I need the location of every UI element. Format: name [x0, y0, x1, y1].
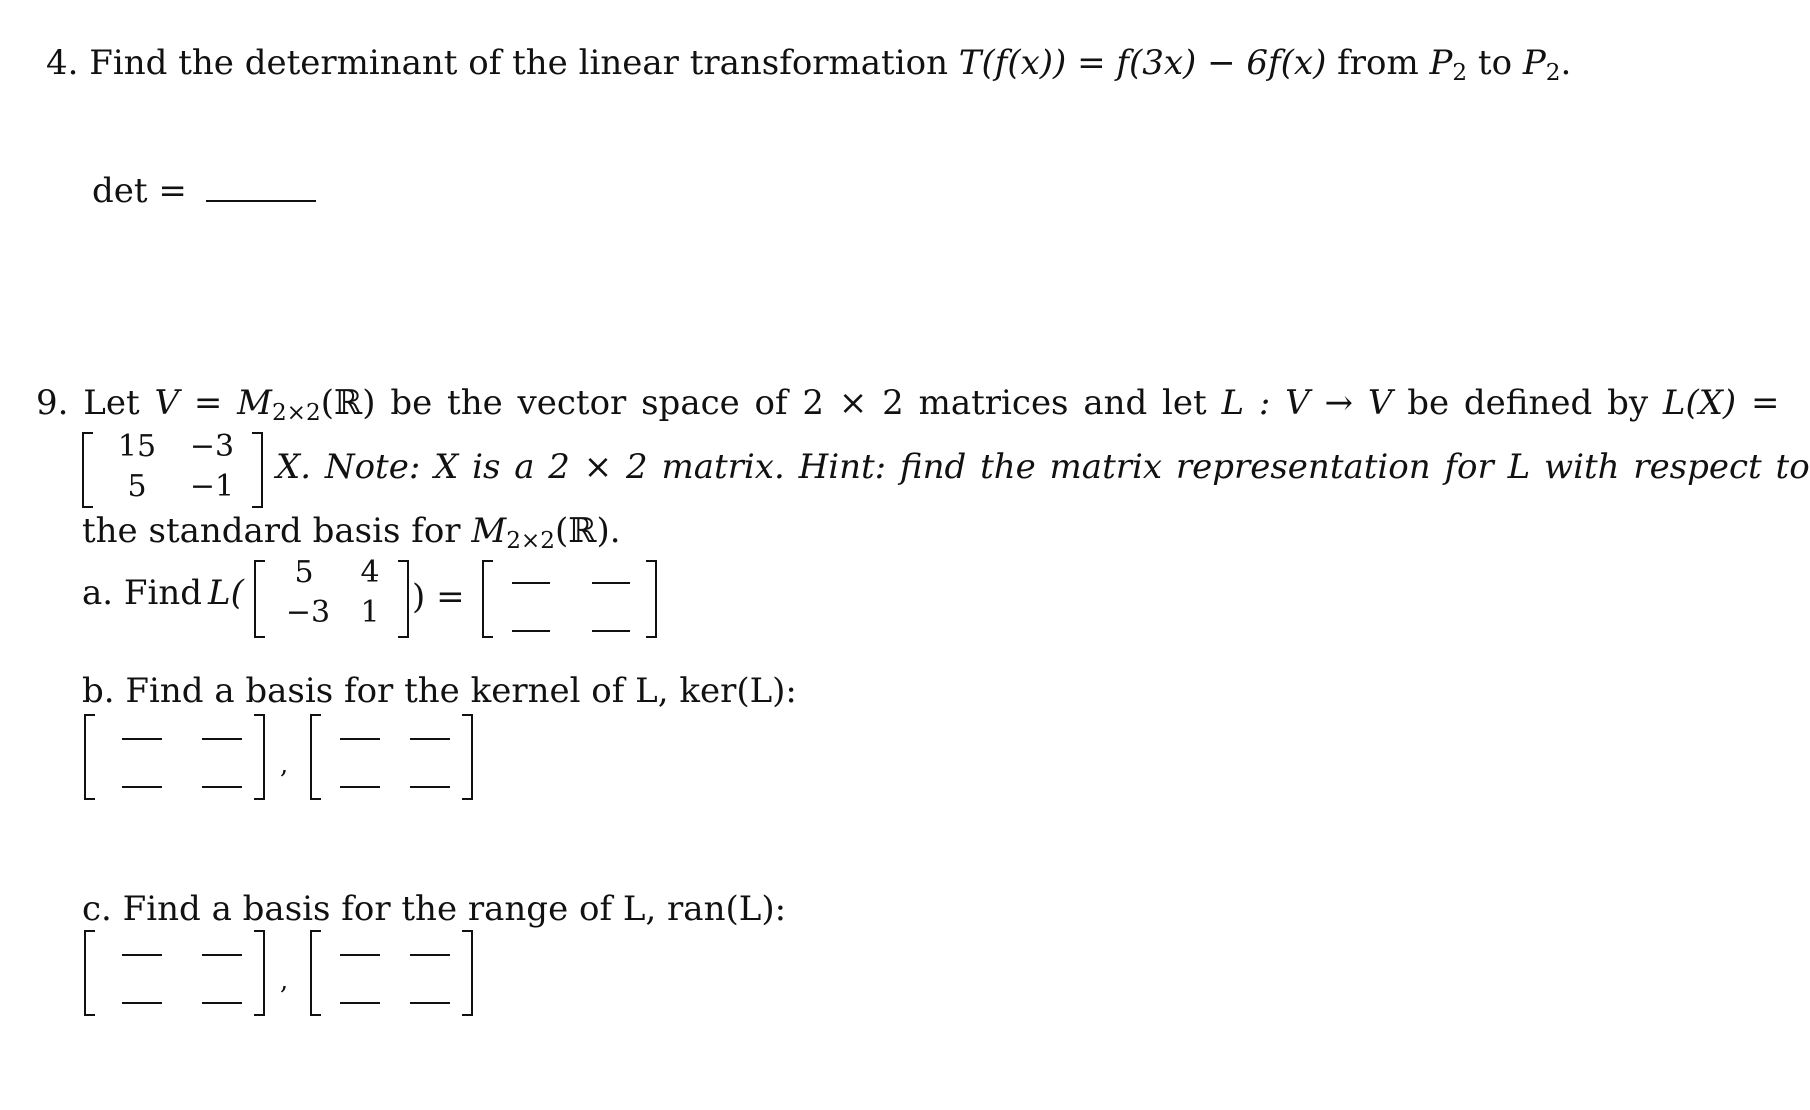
problem-9-line-1	[36, 383, 1780, 426]
transformation-T: T	[958, 43, 982, 83]
standard-basis-line	[82, 511, 621, 554]
matrix-space-M: M	[237, 383, 272, 423]
range-matrix-1-left-bracket	[84, 930, 95, 1016]
answer-a-blank[interactable]	[512, 630, 550, 632]
range-blank[interactable]	[410, 1002, 450, 1004]
matrix-entry: 5	[127, 469, 147, 504]
kernel-blank[interactable]	[410, 786, 450, 788]
input-matrix-entry: −3	[285, 595, 331, 630]
kernel-blank[interactable]	[122, 786, 162, 788]
kernel-blank[interactable]	[410, 738, 450, 740]
problem-9-note: X. Note: X is a 2 × 2 matrix. Hint: find the matrix representation for L with respect to	[276, 447, 1810, 487]
problem-9-number: 9.	[36, 383, 69, 423]
answer-a-blank[interactable]	[592, 630, 630, 632]
matrix-space-subscript: 2×2	[506, 527, 555, 554]
matrix-entry: −1	[189, 469, 235, 504]
space-P-2-subscript: 2	[1545, 59, 1561, 86]
matrix-entry: 15	[117, 429, 157, 464]
answer-a-blank[interactable]	[592, 582, 630, 584]
kernel-blank[interactable]	[202, 738, 242, 740]
part-b-prompt: b. Find a basis for the kernel of L, ker(L):	[82, 671, 797, 711]
period: .	[1560, 43, 1572, 83]
let-text: Let	[83, 383, 140, 423]
defined-by-text: be defined by	[1407, 383, 1649, 423]
defining-matrix-left-bracket	[82, 432, 93, 508]
to-text: to	[1477, 43, 1513, 83]
range-matrix-2-left-bracket	[310, 930, 321, 1016]
space-P-2: P	[1522, 43, 1546, 83]
intro-text: be the vector space of 2 × 2 matrices and let	[390, 383, 1207, 423]
kernel-matrix-2-right-bracket	[462, 714, 473, 800]
range-blank[interactable]	[202, 954, 242, 956]
range-blank[interactable]	[122, 954, 162, 956]
input-matrix-entry: 4	[360, 555, 380, 590]
kernel-blank[interactable]	[340, 738, 380, 740]
problem-4-lead-text: Find the determinant of the linear transformation	[89, 43, 948, 83]
range-blank[interactable]	[202, 1002, 242, 1004]
space-P-1: P	[1429, 43, 1453, 83]
standard-basis-text: the standard basis for	[82, 511, 461, 551]
range-matrix-2-right-bracket	[462, 930, 473, 1016]
input-matrix-left-bracket	[254, 560, 265, 638]
answer-a-blank[interactable]	[512, 582, 550, 584]
kernel-blank[interactable]	[122, 738, 162, 740]
kernel-comma: ,	[280, 750, 289, 780]
standard-basis-end: (ℝ).	[554, 511, 621, 551]
answer-a-left-bracket	[482, 560, 493, 638]
from-text: from	[1337, 43, 1419, 83]
space-V: V	[154, 383, 180, 423]
det-label: det =	[92, 171, 187, 211]
part-a-label: a. Find	[82, 573, 203, 613]
input-matrix-right-bracket	[398, 560, 409, 638]
part-c-prompt: c. Find a basis for the range of L, ran(L):	[82, 889, 787, 929]
range-comma: ,	[280, 966, 289, 996]
part-a-L: L(	[208, 573, 244, 613]
input-matrix-entry: 1	[360, 595, 380, 630]
transformation-formula: (f(x)) = f(3x) − 6f(x)	[981, 43, 1327, 83]
matrix-entry: −3	[189, 429, 235, 464]
kernel-blank[interactable]	[202, 786, 242, 788]
kernel-matrix-1-right-bracket	[254, 714, 265, 800]
det-answer-row	[92, 171, 316, 211]
part-a-equals: ) =	[412, 577, 465, 617]
range-blank[interactable]	[410, 954, 450, 956]
matrix-space-subscript: 2×2	[271, 399, 321, 426]
L-of-X: L(X) =	[1662, 383, 1780, 423]
kernel-matrix-1-left-bracket	[84, 714, 95, 800]
real-field: (ℝ)	[320, 383, 376, 423]
space-P-1-subscript: 2	[1452, 59, 1468, 86]
det-answer-blank[interactable]	[206, 200, 316, 202]
problem-4-number: 4.	[46, 43, 79, 83]
range-blank[interactable]	[122, 1002, 162, 1004]
equals-sign: =	[193, 383, 223, 423]
range-blank[interactable]	[340, 1002, 380, 1004]
map-L: L	[1221, 383, 1245, 423]
map-domain-codomain: : V → V	[1258, 383, 1393, 423]
matrix-space-M: M	[471, 511, 507, 551]
range-blank[interactable]	[340, 954, 380, 956]
kernel-matrix-2-left-bracket	[310, 714, 321, 800]
kernel-blank[interactable]	[340, 786, 380, 788]
range-matrix-1-right-bracket	[254, 930, 265, 1016]
answer-a-right-bracket	[646, 560, 657, 638]
defining-matrix-right-bracket	[252, 432, 263, 508]
input-matrix-entry: 5	[294, 555, 314, 590]
problem-4-statement	[46, 43, 1572, 86]
